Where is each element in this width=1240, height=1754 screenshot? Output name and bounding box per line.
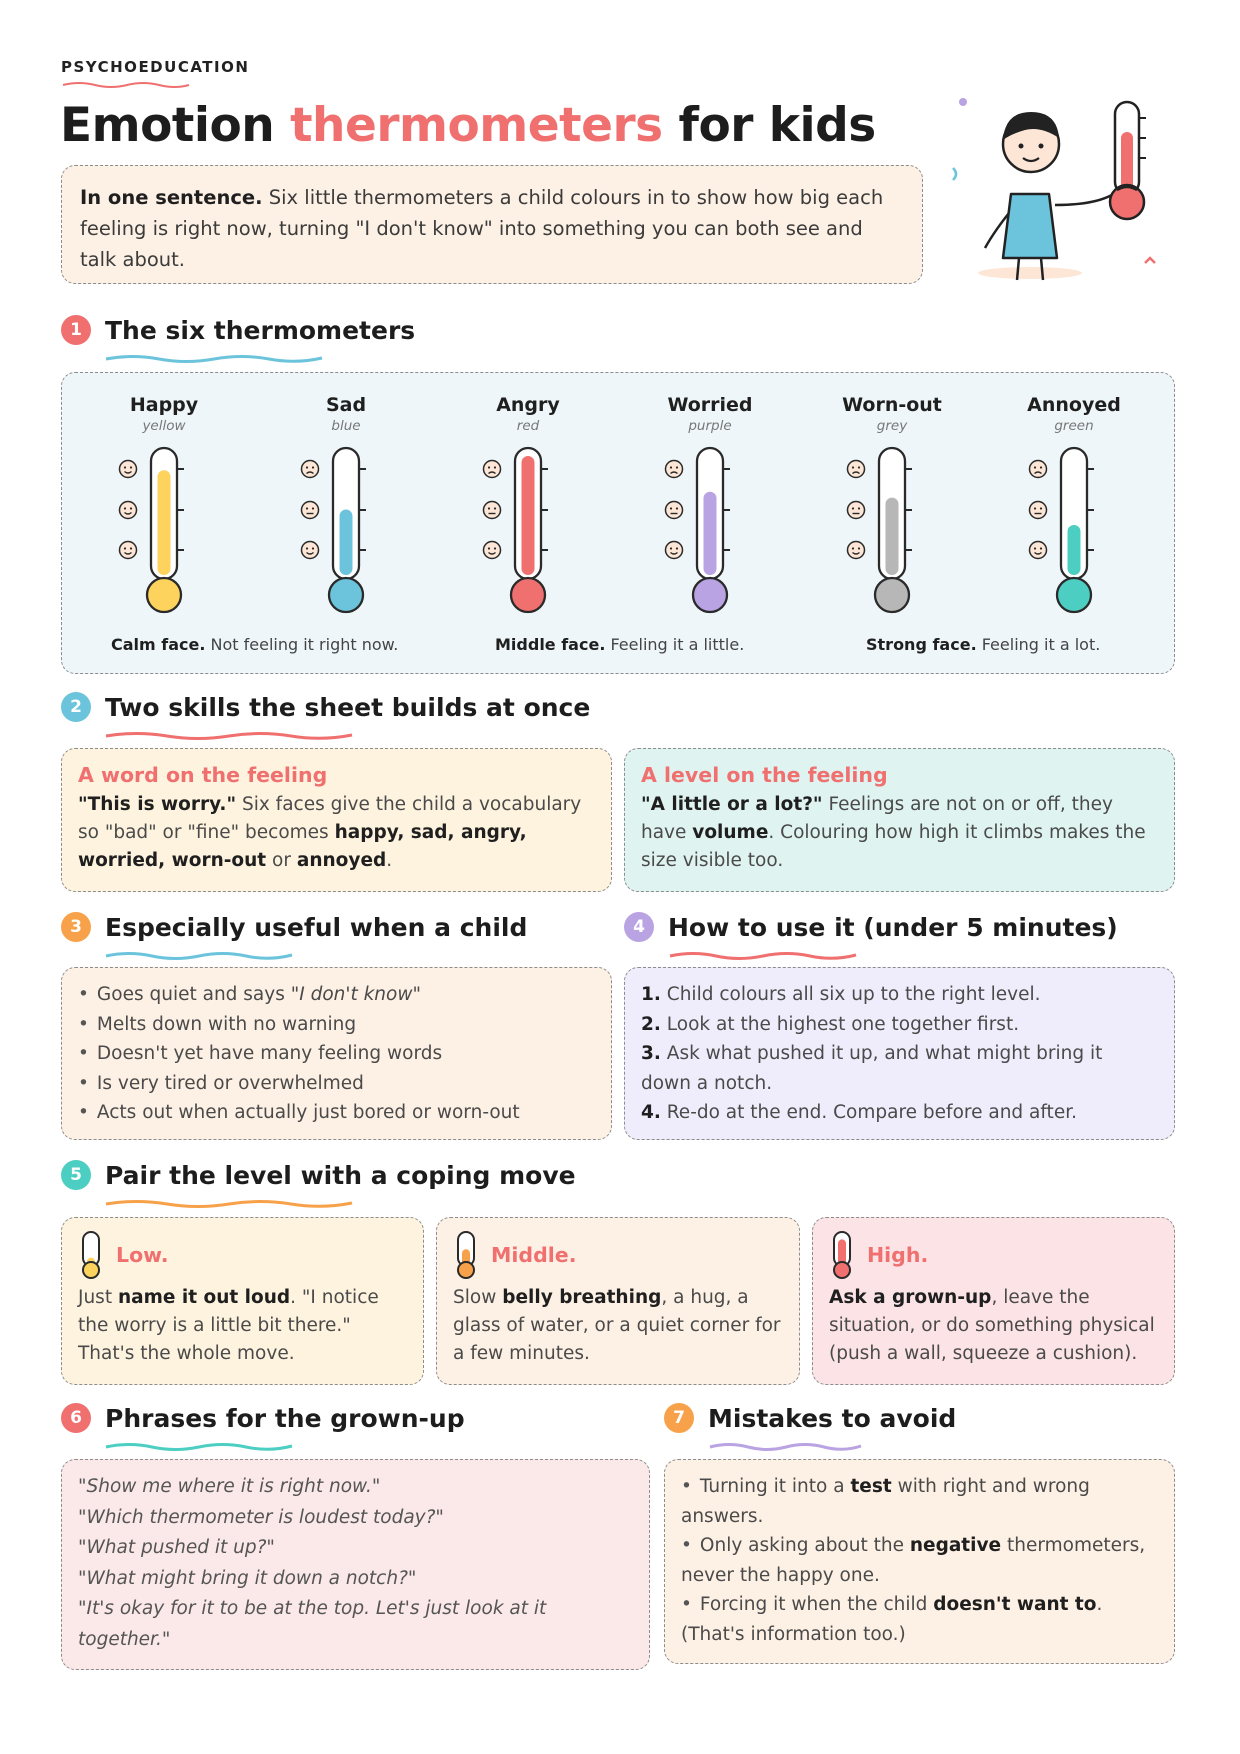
thermometer-fill [1068, 525, 1081, 575]
section-7-number: 7 [664, 1403, 694, 1433]
section-4-heading [624, 912, 1118, 942]
thermometer-name: Happy [129, 394, 199, 416]
phrases-card [61, 1459, 650, 1670]
section-4-title: How to use it (under 5 minutes) [668, 912, 1118, 942]
thermometer-fill [158, 470, 171, 575]
section-1-underline [104, 353, 324, 363]
section-5-number: 5 [61, 1160, 91, 1190]
coping-middle-card [436, 1217, 800, 1385]
legend-middle: Middle face. Feeling it a little. [495, 635, 745, 654]
how-to-use-card [624, 967, 1175, 1140]
thermometer-bulb [693, 578, 727, 612]
thermometer-bulb [511, 578, 545, 612]
middle-thermometer-icon [453, 1230, 479, 1280]
annoyed-face-icon [1030, 542, 1047, 559]
angry-face-icon [484, 461, 501, 478]
thermometer-fill [522, 456, 535, 575]
annoyed-face-icon [1030, 502, 1047, 519]
thermometer-color-name: green [1054, 418, 1094, 434]
section-7-heading [664, 1403, 956, 1433]
thermometer-color-name: blue [331, 418, 361, 434]
thermometers-row [62, 373, 1176, 623]
page-title: Emotion thermometers for kids [60, 98, 876, 153]
phrase-line: "What pushed it up?" [78, 1537, 275, 1558]
smile-face-icon [120, 502, 137, 519]
thermometer-name: Annoyed [1027, 394, 1121, 416]
section-2-number: 2 [61, 692, 91, 722]
thermometer-name: Angry [496, 394, 560, 416]
useful-when-card [61, 967, 612, 1140]
smile-face-icon [120, 461, 137, 478]
thermometer-bulb [147, 578, 181, 612]
thermometer-worn-out [842, 394, 942, 612]
skill-level-heading: A level on the feeling [641, 763, 888, 787]
coping-low-text: Just name it out loud. "I notice the worry is a little bit there." That's the whole move. [78, 1287, 379, 1364]
skill-level-text: "A little or a lot?" Feelings are not on or off, they have volume. Colouring how high it climbs makes the size visible too. [641, 794, 1146, 871]
thermometer-name: Worried [667, 394, 753, 416]
coping-high-heading: High. [867, 1243, 929, 1267]
section-4-number: 4 [624, 912, 654, 942]
section-3-title: Especially useful when a child [105, 912, 528, 942]
useful-when-item: • Melts down with no warning [78, 1010, 595, 1040]
phrase-line: "What might bring it down a notch?" [78, 1567, 417, 1589]
section-5-heading [61, 1160, 576, 1190]
thermometer-color-name: red [516, 418, 540, 434]
tired-face-icon [848, 502, 865, 519]
coping-middle-text: Slow belly breathing, a hug, a glass of water, or a quiet corner for a few minutes. [453, 1287, 781, 1364]
worried-face-icon [666, 461, 683, 478]
thermometer-color-name: purple [688, 418, 732, 434]
useful-when-item: • Doesn't yet have many feeling words [78, 1039, 595, 1069]
coping-low-card [61, 1217, 424, 1385]
thermometers-panel [61, 372, 1175, 674]
step-1: 1. Child colours all six up to the right level. [641, 984, 1041, 1005]
useful-when-item: • Goes quiet and says "I don't know" [78, 980, 595, 1010]
mistake-item: • Only asking about the negative thermometers, never the happy one. [681, 1531, 1158, 1590]
tired-face-icon [848, 461, 865, 478]
tired-face-icon [848, 542, 865, 559]
section-3-heading [61, 912, 527, 942]
sad-face-icon [302, 461, 319, 478]
section-2-underline [104, 730, 354, 740]
section-6-number: 6 [61, 1403, 91, 1433]
section-6-underline [104, 1441, 294, 1451]
coping-middle-heading: Middle. [491, 1243, 577, 1267]
thermometer-happy [120, 394, 199, 612]
coping-low-heading: Low. [116, 1243, 169, 1267]
worried-face-icon [666, 502, 683, 519]
step-2: 2. Look at the highest one together first. [641, 1013, 1020, 1035]
thermometer-name: Sad [325, 394, 367, 416]
coping-high-text: Ask a grown-up, leave the situation, or do something physical (push a wall, squeeze a cushion). [829, 1287, 1155, 1364]
section-6-title: Phrases for the grown-up [105, 1403, 465, 1433]
skill-word-text: "This is worry." Six faces give the child a vocabulary so "bad" or "fine" becomes happy, sad, angry, worried, worn-out or annoyed. [78, 794, 582, 871]
thermometer-angry [484, 394, 561, 612]
section-2-title: Two skills the sheet builds at once [105, 692, 591, 722]
section-5-underline [104, 1198, 354, 1208]
thermometer-bulb [329, 578, 363, 612]
low-thermometer-icon [78, 1230, 104, 1280]
skill-word-heading: A word on the feeling [78, 763, 328, 787]
phrase-line: "Show me where it is right now." [78, 1476, 381, 1497]
thermometer-color-name: yellow [142, 418, 186, 434]
sad-face-icon [302, 542, 319, 559]
legend-strong: Strong face. Feeling it a lot. [866, 635, 1101, 654]
angry-face-icon [484, 502, 501, 519]
step-4: 4. Re-do at the end. Compare before and after. [641, 1102, 1077, 1123]
legend-calm: Calm face. Not feeling it right now. [111, 635, 399, 654]
section-7-underline [708, 1441, 863, 1451]
smile-face-icon [120, 542, 137, 559]
eyebrow-underline [61, 80, 191, 88]
section-1-title: The six thermometers [105, 315, 416, 345]
skill-word-card [61, 748, 612, 892]
phrase-line: "Which thermometer is loudest today?" [78, 1506, 444, 1528]
section-4-underline [668, 950, 858, 960]
mistakes-card [664, 1459, 1175, 1664]
useful-when-item: • Is very tired or overwhelmed [78, 1069, 595, 1099]
section-7-title: Mistakes to avoid [708, 1403, 957, 1433]
section-3-underline [104, 950, 294, 960]
phrase-line: "It's okay for it to be at the top. Let's just look at it together." [78, 1598, 547, 1650]
thermometer-annoyed [1027, 394, 1121, 612]
angry-face-icon [484, 542, 501, 559]
mistake-item: • Forcing it when the child doesn't want to. (That's information too.) [681, 1590, 1158, 1649]
coping-high-card [812, 1217, 1175, 1385]
thermometer-name: Worn-out [842, 394, 942, 416]
skill-level-card [624, 748, 1175, 892]
thermometer-color-name: grey [876, 418, 908, 434]
sad-face-icon [302, 502, 319, 519]
thermometer-fill [340, 510, 353, 575]
thermometer-bulb [1057, 578, 1091, 612]
section-5-title: Pair the level with a coping move [105, 1160, 576, 1190]
section-2-heading [61, 692, 590, 722]
thermometer-worried [666, 394, 753, 612]
thermometer-fill [704, 492, 717, 575]
section-1-heading [61, 315, 415, 345]
thermometer-bulb [875, 578, 909, 612]
mistake-item: • Turning it into a test with right and wrong answers. [681, 1472, 1158, 1531]
intro-box: In one sentence. Six little thermometers a child colours in to show how big each feeling is right now, turning "I don't know" into something you can both see and talk about. [61, 165, 923, 284]
child-holding-thermometer-illustration [945, 90, 1180, 290]
section-6-heading [61, 1403, 465, 1433]
section-3-number: 3 [61, 912, 91, 942]
thermometer-fill [886, 498, 899, 575]
annoyed-face-icon [1030, 461, 1047, 478]
eyebrow-label: PSYCHOEDUCATION [61, 58, 250, 76]
worried-face-icon [666, 542, 683, 559]
useful-when-item: • Acts out when actually just bored or worn-out [78, 1098, 595, 1128]
step-3: 3. Ask what pushed it up, and what might bring it down a notch. [641, 1043, 1103, 1094]
thermometer-sad [302, 394, 367, 612]
high-thermometer-icon [829, 1230, 855, 1280]
section-1-number: 1 [61, 315, 91, 345]
